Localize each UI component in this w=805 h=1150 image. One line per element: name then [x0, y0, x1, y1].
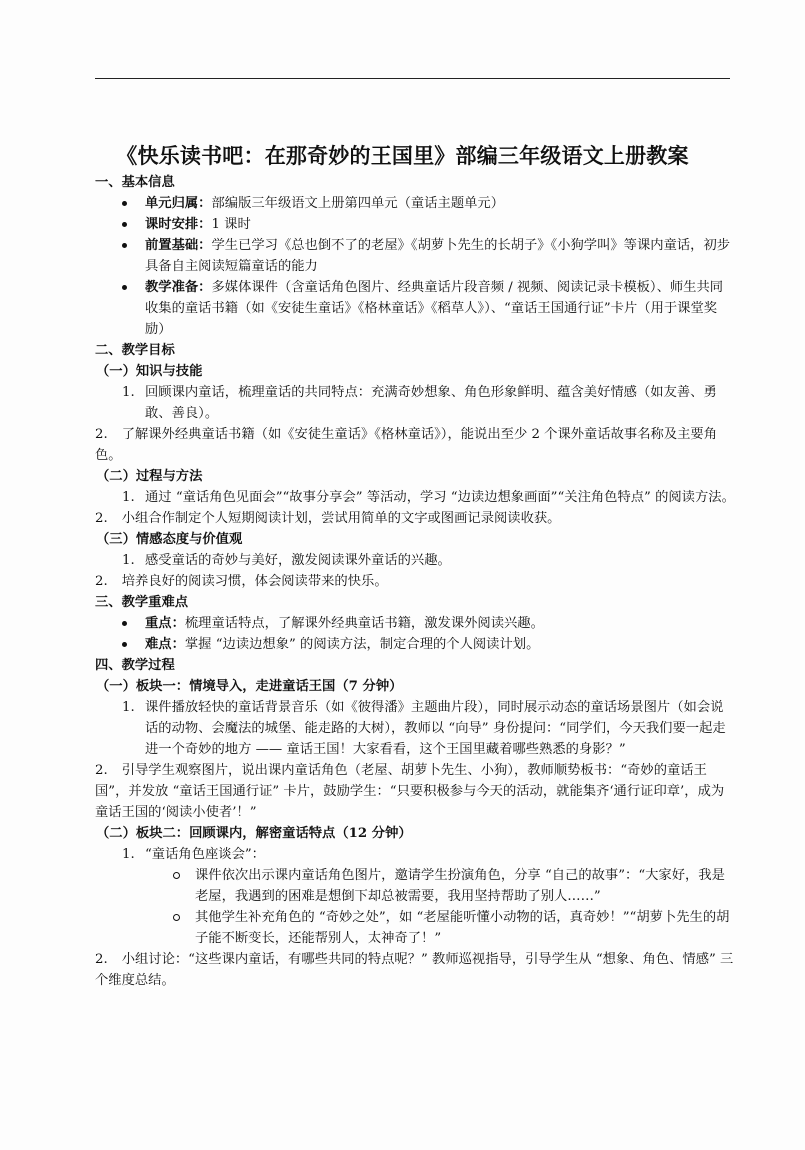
block-one-heading: （一）板块一：情境导入，走进童话王国（7 分钟） — [96, 679, 403, 694]
numbered-item — [95, 844, 735, 865]
sub-list-item: 课件依次出示课内童话角色图片，邀请学生扮演角色，分享 “自己的故事”：“大家好，我是老屋，我遇到的困难是想倒下却总被需要，我用坚持帮助了别人……” — [95, 865, 735, 907]
item-label: 前置基础： — [145, 238, 212, 253]
item-number: 2. — [95, 952, 108, 967]
subsection-attitude-heading: （三）情感态度与价值观 — [96, 532, 243, 547]
document-body — [95, 172, 735, 991]
item-number: 1. — [122, 847, 135, 862]
item-number: 2. — [95, 427, 108, 442]
list-item — [95, 214, 735, 235]
subsection-knowledge-heading: （一）知识与技能 — [96, 364, 203, 379]
item-text: 掌握 “边读边想象” 的阅读方法，制定合理的个人阅读计划。 — [184, 637, 540, 652]
item-number: 2. — [95, 511, 108, 526]
item-text: 引导学生观察图片，说出课内童话角色（老屋、胡萝卜先生、小狗），教师顺势板书：“奇妙的童话王国”，并发放 “童话王国通行证” 卡片，鼓励学生：“只要积极参与今天的活动，就能集齐‘通行证印章’，成为童话王国的‘阅读小使者’！” — [95, 763, 725, 820]
item-number: 1. — [122, 490, 135, 505]
item-number: 1. — [122, 700, 135, 715]
section-key-points-heading: 三、教学重难点 — [95, 595, 189, 610]
subsection-process-heading: （二）过程与方法 — [96, 469, 203, 484]
item-text: “童话角色座谈会”： — [145, 847, 265, 862]
header-rule — [95, 78, 730, 79]
numbered-item — [95, 550, 735, 571]
numbered-item — [95, 508, 735, 529]
list-item — [95, 235, 735, 277]
numbered-item — [95, 571, 735, 592]
item-text: 梳理童话特点，了解课外经典童话书籍，激发课外阅读兴趣。 — [184, 616, 544, 631]
numbered-item — [95, 949, 735, 991]
item-label: 课时安排： — [145, 217, 212, 232]
numbered-item — [95, 382, 735, 424]
key-points-list — [95, 613, 735, 655]
item-label: 重点： — [145, 616, 185, 631]
list-item — [95, 277, 735, 340]
section-objectives-heading: 二、教学目标 — [95, 343, 175, 358]
item-label: 教学准备： — [145, 280, 212, 295]
sub-list-item: 其他学生补充角色的 “奇妙之处”，如 “老屋能听懂小动物的话，真奇妙！”“胡萝卜先生的胡子能不断变长，还能帮别人，太神奇了！” — [95, 907, 735, 949]
item-number: 1. — [122, 553, 135, 568]
item-number: 1. — [122, 385, 135, 400]
sub-list — [95, 865, 735, 949]
item-text: 感受童话的奇妙与美好，激发阅读课外童话的兴趣。 — [145, 553, 451, 568]
item-text: 小组合作制定个人短期阅读计划，尝试用简单的文字或图画记录阅读收获。 — [121, 511, 561, 526]
item-text: 多媒体课件（含童话角色图片、经典童话片段音频 / 视频、阅读记录卡模板）、师生共同收集的童话书籍（如《安徒生童话》《格林童话》《稻草人》）、“童话王国通行证”卡片（用于课堂奖励） — [145, 280, 724, 337]
item-label: 单元归属： — [145, 196, 212, 211]
item-label: 难点： — [145, 637, 185, 652]
item-text: 1 课时 — [211, 217, 251, 232]
block-two-heading: （二）板块二：回顾课内，解密童话特点（12 分钟） — [96, 826, 412, 841]
list-item — [95, 634, 735, 655]
item-number: 2. — [95, 574, 108, 589]
numbered-item — [95, 697, 735, 760]
section-process-heading: 四、教学过程 — [95, 658, 175, 673]
numbered-item — [95, 487, 735, 508]
item-text: 小组讨论：“这些课内童话，有哪些共同的特点呢？” 教师巡视指导，引导学生从 “想象、角色、情感” 三个维度总结。 — [95, 952, 734, 988]
item-text: 课件播放轻快的童话背景音乐（如《彼得潘》主题曲片段），同时展示动态的童话场景图片（如会说话的动物、会魔法的城堡、能走路的大树），教师以 “向导” 身份提问：“同学们，今天我们要一起走进一个奇妙的地方 —— 童话王国！大家看看，这个王国里藏着哪些熟悉的身影？” — [145, 700, 726, 757]
basic-info-list — [95, 193, 735, 340]
item-number: 2. — [95, 763, 108, 778]
item-text: 回顾课内童话，梳理童话的共同特点：充满奇妙想象、角色形象鲜明、蕴含美好情感（如友善、勇敢、善良）。 — [145, 385, 717, 421]
page-title: 《快乐读书吧：在那奇妙的王国里》部编三年级语文上册教案 — [116, 143, 689, 168]
list-item — [95, 613, 735, 634]
numbered-item — [95, 760, 735, 823]
item-text: 通过 “童话角色见面会”“故事分享会” 等活动，学习 “边读边想象画面”“关注角色特点” 的阅读方法。 — [145, 490, 735, 505]
item-text: 部编版三年级语文上册第四单元（童话主题单元） — [211, 196, 505, 211]
item-text: 培养良好的阅读习惯，体会阅读带来的快乐。 — [121, 574, 388, 589]
section-basic-info-heading: 一、基本信息 — [95, 175, 175, 190]
numbered-item — [95, 424, 735, 466]
item-text: 了解课外经典童话书籍（如《安徒生童话》《格林童话》），能说出至少 2 个课外童话故事名称及主要角色。 — [95, 427, 718, 463]
list-item — [95, 193, 735, 214]
item-text: 学生已学习《总也倒不了的老屋》《胡萝卜先生的长胡子》《小狗学叫》等课内童话，初步具备自主阅读短篇童话的能力 — [145, 238, 731, 274]
